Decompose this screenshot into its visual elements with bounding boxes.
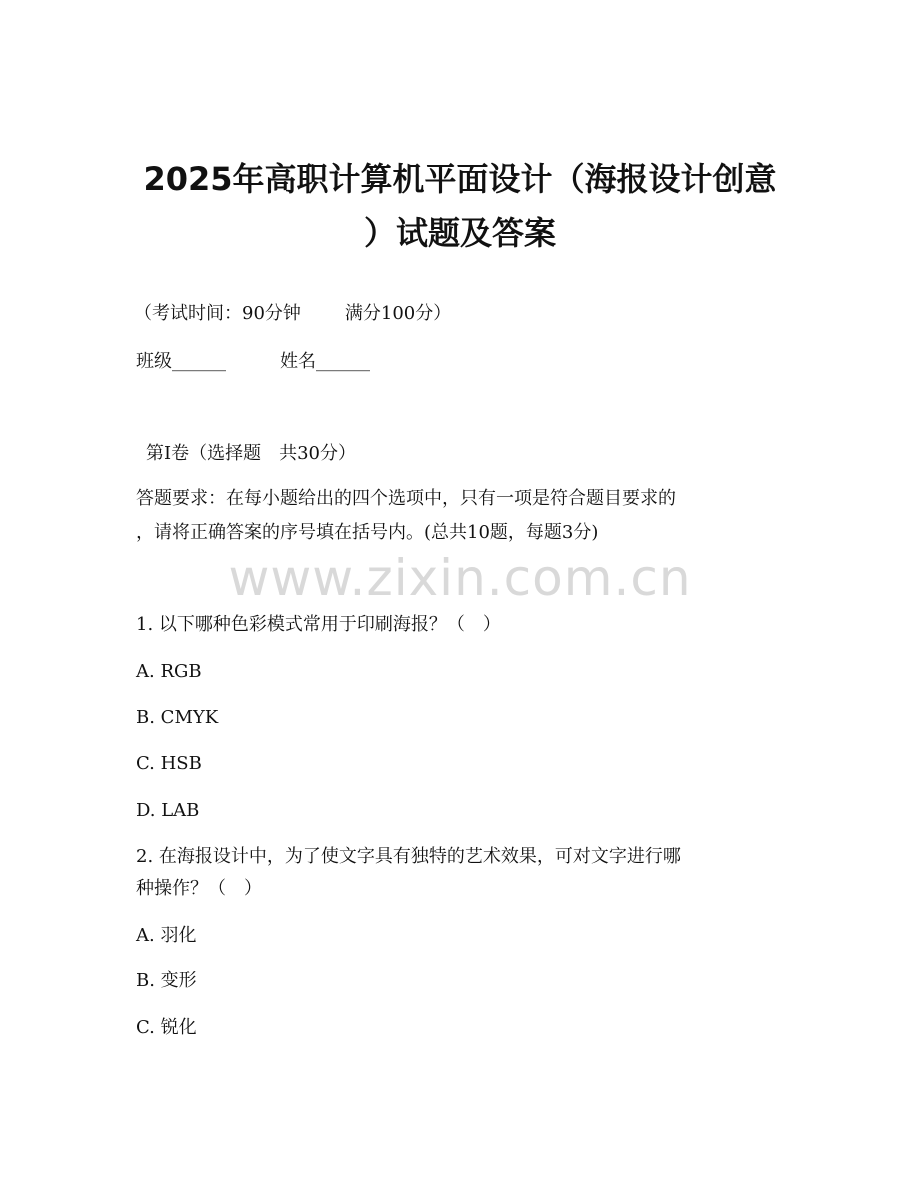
instructions-line-2: ，请将正确答案的序号填在括号内。(总共10题，每题3分) — [136, 522, 599, 543]
question-2-stem-line-2: 种操作？（ ） — [136, 878, 262, 899]
section-heading: 第Ⅰ卷（选择题 共30分） — [146, 443, 357, 464]
exam-full-score: 满分100分） — [344, 303, 452, 324]
exam-info — [134, 302, 451, 326]
name-field-label: 姓名______ — [280, 351, 370, 372]
question-2-option-b: B. 变形 — [136, 970, 197, 991]
question-2-option-c: C. 锐化 — [136, 1017, 197, 1038]
question-1-option-b: B. CMYK — [136, 707, 219, 728]
question-1-option-c: C. HSB — [136, 753, 202, 774]
question-2-option-a: A. 羽化 — [136, 925, 197, 946]
question-1-option-d: D. LAB — [136, 800, 200, 821]
title-line-1: 2025年高职计算机平面设计（海报设计创意 — [143, 160, 777, 198]
question-2-stem-line-1: 2. 在海报设计中，为了使文字具有独特的艺术效果，可对文字进行哪 — [136, 846, 681, 867]
document-title — [0, 152, 920, 260]
question-1-option-a: A. RGB — [136, 661, 202, 682]
question-1-stem: 1. 以下哪种色彩模式常用于印刷海报？（ ） — [136, 614, 501, 635]
instructions-line-1: 答题要求：在每小题给出的四个选项中，只有一项是符合题目要求的 — [136, 488, 676, 509]
watermark: www.zixin.com.cn — [228, 549, 692, 607]
exam-time: （考试时间：90分钟 — [134, 303, 301, 324]
title-line-2: ）试题及答案 — [363, 214, 556, 252]
class-field-label: 班级______ — [136, 351, 226, 372]
student-info — [136, 350, 370, 374]
